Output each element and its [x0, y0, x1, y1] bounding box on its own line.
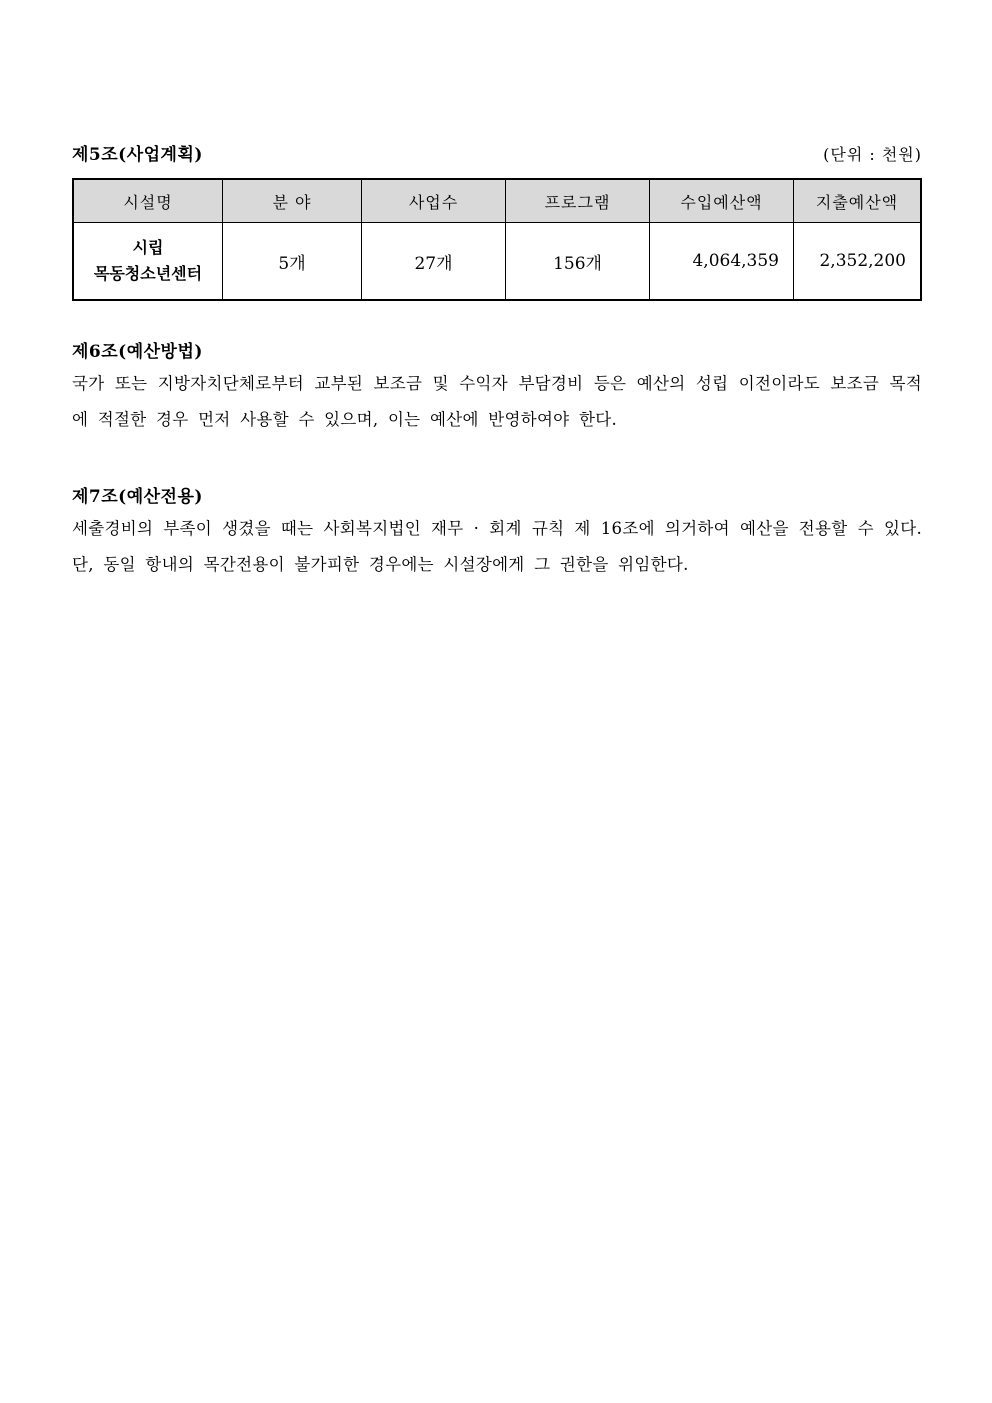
table-row: [73, 223, 921, 301]
article7-title: 제7조(예산전용): [72, 487, 203, 507]
article5-header: [72, 140, 922, 166]
facility-line2: 목동청소년센터: [93, 264, 203, 283]
cell-expenditure: 2,352,200: [794, 223, 922, 301]
cell-facility: [73, 223, 223, 301]
article6-body: 국가 또는 지방자치단체로부터 교부된 보조금 및 수익자 부담경비 등은 예산의 성립 이전이라도 보조금 목적에 적절한 경우 먼저 사용할 수 있으며, 이는 예산에 반영하여야 한다.: [72, 374, 922, 429]
article5-title: 제5조(사업계획): [72, 145, 203, 165]
header-projects: 사업수: [362, 179, 506, 223]
facility-line1: 시립: [132, 238, 164, 257]
header-expenditure: 지출예산액: [794, 179, 922, 223]
article7-body: 세출경비의 부족이 생겼을 때는 사회복지법인 재무 · 회계 규칙 제 16조에 의거하여 예산을 전용할 수 있다. 단, 동일 항내의 목간전용이 불가피한 경우에는 시설장에게 그 권한을 위임한다.: [72, 519, 922, 574]
article6-section: [72, 337, 922, 438]
cell-projects: 27개: [362, 223, 506, 301]
business-plan-table: [72, 178, 922, 301]
article7-section: [72, 482, 922, 583]
cell-programs: 156개: [506, 223, 650, 301]
header-field: 분 야: [223, 179, 362, 223]
header-facility: 시설명: [73, 179, 223, 223]
article6-title: 제6조(예산방법): [72, 342, 203, 362]
cell-field: 5개: [223, 223, 362, 301]
table-header-row: [73, 179, 921, 223]
header-revenue: 수입예산액: [650, 179, 794, 223]
header-programs: 프로그램: [506, 179, 650, 223]
document-page: [72, 140, 922, 583]
unit-note: (단위 : 천원): [823, 145, 922, 164]
cell-revenue: 4,064,359: [650, 223, 794, 301]
